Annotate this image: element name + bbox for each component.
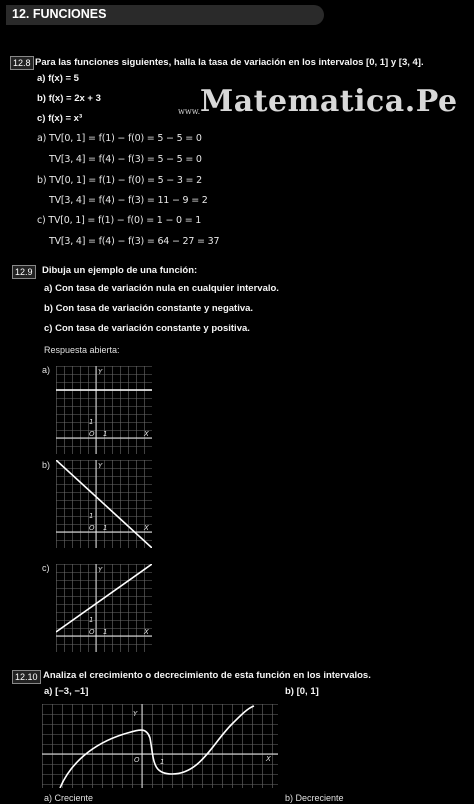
origin-label: O	[89, 628, 95, 636]
solution-line: b) TV[0, 1] = f(1) − f(0) = 5 − 3 = 2	[37, 175, 202, 186]
axis-label-x: X	[144, 430, 149, 438]
graph-decreasing	[56, 460, 152, 548]
tick-label: 1	[160, 758, 165, 766]
tick-label: 1	[89, 418, 94, 426]
function-line	[56, 460, 152, 548]
solution-line: TV[3, 4] = f(4) − f(3) = 64 − 27 = 37	[49, 236, 220, 247]
answer-a: a) Creciente	[44, 793, 94, 803]
exercise-statement: Para las funciones siguientes, halla la tasa de variación en los intervalos [0, 1] y [3, 4].	[35, 57, 424, 68]
page-title: 12. FUNCIONES	[12, 7, 107, 21]
graph-label-a: a)	[42, 365, 51, 375]
origin-label: O	[89, 524, 95, 532]
exercise-statement: Analiza el crecimiento o decrecimiento de esta función en los intervalos.	[43, 670, 371, 681]
solution-line: c) TV[0, 1] = f(1) − f(0) = 1 − 0 = 1	[37, 215, 202, 226]
exercise-statement: Dibuja un ejemplo de una función:	[42, 265, 198, 276]
watermark-logo: Matematica.Pe	[200, 84, 458, 119]
interval-b: b) [0, 1]	[285, 686, 319, 697]
exercise-number: 12.9	[12, 265, 36, 279]
origin-label: O	[134, 756, 140, 764]
function-curve	[60, 706, 254, 788]
axis-label-x: X	[144, 524, 149, 532]
tick-label: 1	[103, 430, 108, 438]
item-c: c) Con tasa de variación constante y positiva.	[44, 323, 250, 334]
answer-label: Respuesta abierta:	[44, 345, 120, 355]
exercise-number: 12.10	[12, 670, 41, 684]
answer-b: b) Decreciente	[285, 793, 344, 803]
axis-label-y: Y	[98, 462, 103, 470]
item-b: b) Con tasa de variación constante y negativa.	[44, 303, 254, 314]
tick-label: 1	[89, 512, 94, 520]
solution-line: TV[3, 4] = f(4) − f(3) = 11 − 9 = 2	[49, 195, 208, 206]
tick-label: 1	[89, 616, 94, 624]
graph-label-b: b)	[42, 460, 51, 470]
interval-a: a) [−3, −1]	[44, 686, 89, 697]
item-c: c) f(x) = x³	[37, 113, 83, 124]
solution-line: a) TV[0, 1] = f(1) − f(0) = 5 − 5 = 0	[37, 133, 202, 144]
item-b: b) f(x) = 2x + 3	[37, 93, 101, 104]
axis-label-y: Y	[133, 710, 138, 718]
graph-curve	[42, 704, 278, 788]
origin-label: O	[89, 430, 95, 438]
tick-label: 1	[103, 628, 108, 636]
watermark-prefix: www.	[178, 107, 201, 116]
graph-constant	[56, 366, 152, 454]
solution-line: TV[3, 4] = f(4) − f(3) = 5 − 5 = 0	[49, 154, 202, 165]
tick-label: 1	[103, 524, 108, 532]
item-a: a) Con tasa de variación nula en cualquier intervalo.	[44, 283, 279, 294]
graph-increasing	[56, 564, 152, 652]
graph-label-c: c)	[42, 563, 50, 573]
item-a: a) f(x) = 5	[37, 73, 79, 84]
function-line	[56, 564, 152, 632]
axis-label-x: X	[266, 755, 271, 763]
axis-label-x: X	[144, 628, 149, 636]
axis-label-y: Y	[98, 368, 103, 376]
axis-label-y: Y	[98, 566, 103, 574]
exercise-number: 12.8	[10, 56, 34, 70]
